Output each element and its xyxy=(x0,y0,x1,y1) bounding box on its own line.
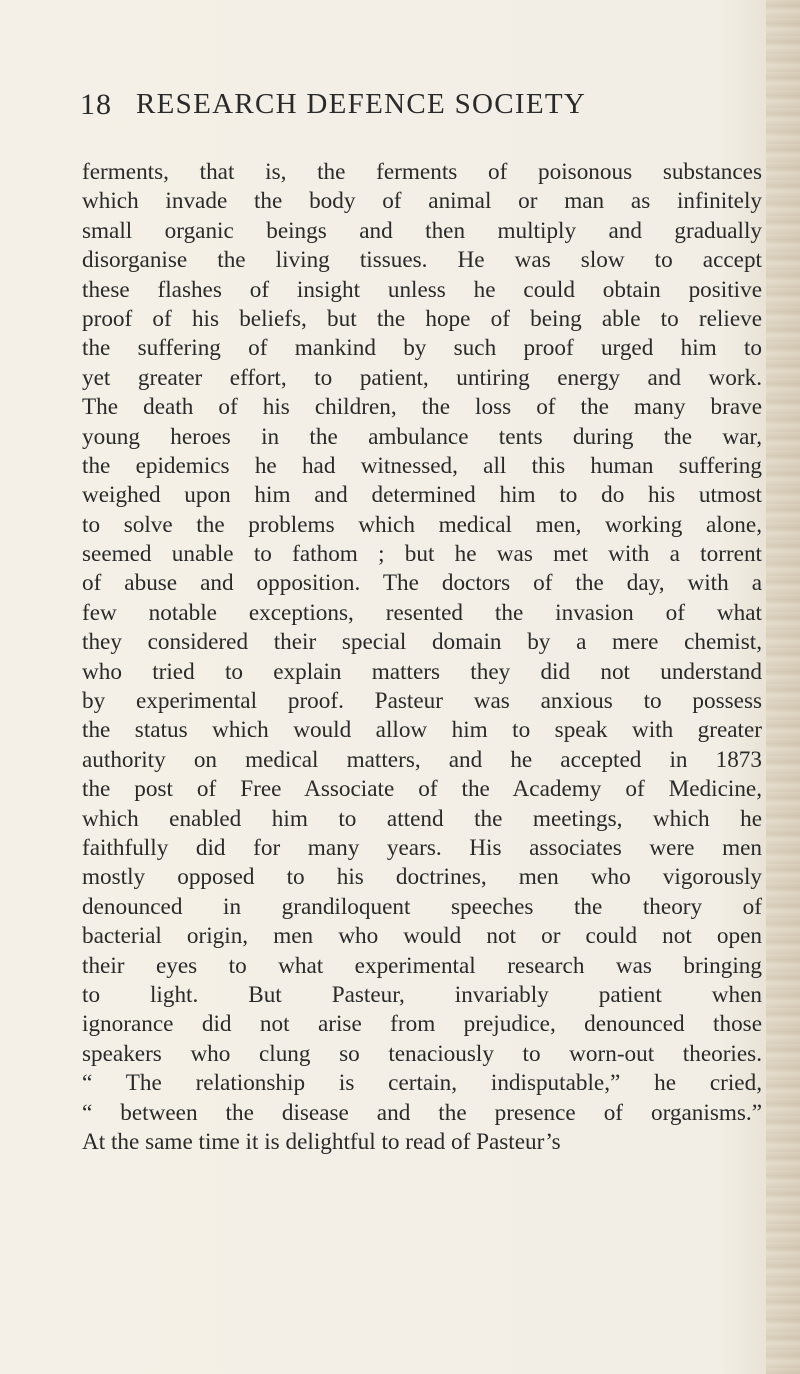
text-line: to light. But Pasteur, invariably patient when xyxy=(82,981,762,1008)
text-line: which enabled him to attend the meetings, which he xyxy=(82,805,762,832)
text-line: to solve the problems which medical men, working alone, xyxy=(82,511,762,538)
body-text xyxy=(82,158,762,1328)
text-line: who tried to explain matters they did not understand xyxy=(82,658,762,685)
text-line: the status which would allow him to speak with greater xyxy=(82,717,762,744)
text-line: they considered their special domain by a mere chemist, xyxy=(82,629,762,656)
text-line: young heroes in the ambulance tents during the war, xyxy=(82,423,762,450)
text-line: by experimental proof. Pasteur was anxious to possess xyxy=(82,688,762,715)
text-line: speakers who clung so tenaciously to worn-out theories. xyxy=(82,1040,762,1067)
text-line: denounced in grandiloquent speeches the theory of xyxy=(82,893,762,920)
text-line: authority on medical matters, and he accepted in 1873 xyxy=(82,746,762,773)
text-line: the suffering of mankind by such proof urged him to xyxy=(82,335,762,362)
text-line: these flashes of insight unless he could obtain positive xyxy=(82,276,762,303)
text-line: proof of his beliefs, but the hope of being able to relieve xyxy=(82,305,762,332)
text-line: yet greater effort, to patient, untiring energy and work. xyxy=(82,364,762,391)
text-line: seemed unable to fathom ; but he was met with a torrent xyxy=(82,541,762,568)
text-line: The death of his children, the loss of the many brave xyxy=(82,394,762,421)
text-line: their eyes to what experimental research was bringing xyxy=(82,952,762,979)
page-header xyxy=(80,88,720,128)
text-line: of abuse and opposition. The doctors of the day, with a xyxy=(82,570,762,597)
text-line: the post of Free Associate of the Academy of Medicine, xyxy=(82,776,762,803)
text-line: At the same time it is delightful to read of Pasteur’s xyxy=(82,1128,561,1155)
text-line: disorganise the living tissues. He was slow to accept xyxy=(82,247,762,274)
text-line: bacterial origin, men who would not or could not open xyxy=(82,923,762,950)
text-line: ignorance did not arise from prejudice, denounced those xyxy=(82,1011,762,1038)
text-line: which invade the body of animal or man as infinitely xyxy=(82,188,762,215)
text-line: small organic beings and then multiply and gradually xyxy=(82,217,762,244)
text-line: the epidemics he had witnessed, all this human suffering xyxy=(82,452,762,479)
text-line: “ between the disease and the presence of organisms.” xyxy=(82,1099,762,1126)
text-line: mostly opposed to his doctrines, men who vigorously xyxy=(82,864,762,891)
text-line: weighed upon him and determined him to do his utmost xyxy=(82,482,762,509)
page-number: 18 xyxy=(80,88,112,121)
text-line: “ The relationship is certain, indisputable,” he cried, xyxy=(82,1070,762,1097)
text-line: ferments, that is, the ferments of poisonous substances xyxy=(82,159,762,185)
running-head: RESEARCH DEFENCE SOCIETY xyxy=(136,88,587,120)
text-line: faithfully did for many years. His associates were men xyxy=(82,834,762,861)
page-edge-shadow xyxy=(766,0,800,1374)
text-line: few notable exceptions, resented the invasion of what xyxy=(82,599,762,626)
